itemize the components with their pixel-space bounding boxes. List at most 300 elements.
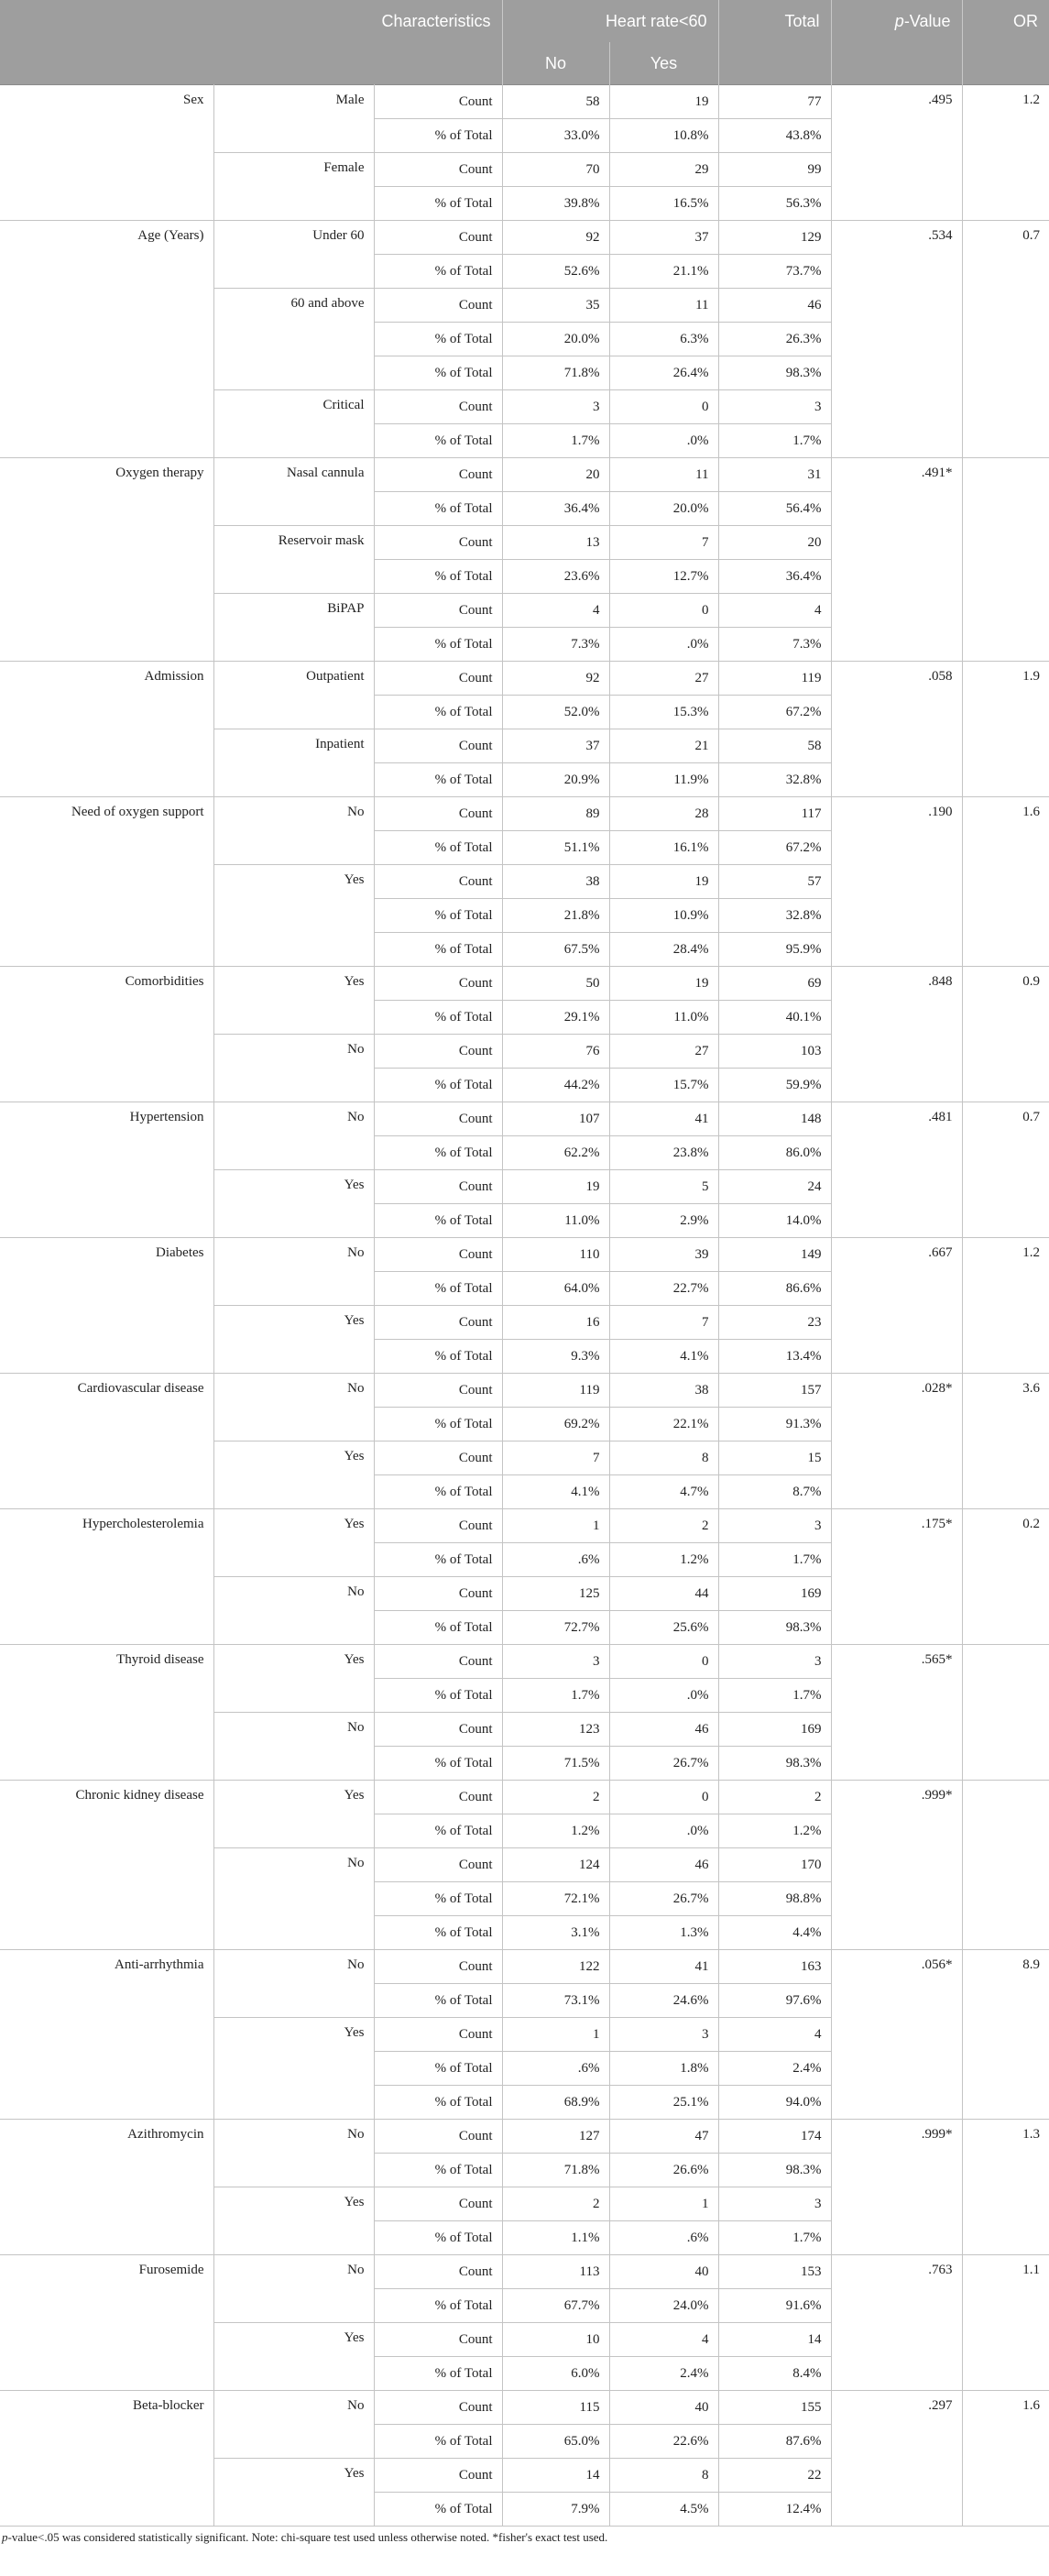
value-total: 98.3% [718, 356, 831, 390]
value-yes: 29 [609, 153, 718, 187]
stat-type: % of Total [374, 2052, 502, 2086]
value-no: 3.1% [502, 1916, 609, 1950]
value-no: 20.9% [502, 763, 609, 797]
value-yes: 0 [609, 594, 718, 628]
odds-ratio-cell: 1.2 [962, 85, 1049, 221]
level-label: Male [213, 85, 374, 153]
stat-type: % of Total [374, 1882, 502, 1916]
stat-type: % of Total [374, 2357, 502, 2391]
characteristic-name: Hypertension [0, 1102, 213, 1238]
value-yes: 25.1% [609, 2086, 718, 2120]
value-total: 56.3% [718, 187, 831, 221]
value-no: 19 [502, 1170, 609, 1204]
stat-type: Count [374, 1848, 502, 1882]
value-no: 65.0% [502, 2425, 609, 2459]
odds-ratio-cell: 1.6 [962, 797, 1049, 967]
stat-type: % of Total [374, 323, 502, 356]
value-total: 157 [718, 1374, 831, 1408]
table-footnote [0, 2527, 1049, 2549]
value-no: 72.1% [502, 1882, 609, 1916]
stat-type: Count [374, 2391, 502, 2425]
value-yes: 4.7% [609, 1475, 718, 1509]
characteristic-name: Need of oxygen support [0, 797, 213, 967]
value-no: 36.4% [502, 492, 609, 526]
level-label: 60 and above [213, 289, 374, 390]
value-total: 31 [718, 458, 831, 492]
characteristic-name: Admission [0, 662, 213, 797]
value-total: 91.6% [718, 2289, 831, 2323]
p-value-cell: .491* [831, 458, 962, 662]
value-no: 44.2% [502, 1069, 609, 1102]
value-no: 1.1% [502, 2221, 609, 2255]
value-no: 67.5% [502, 933, 609, 967]
characteristic-name: Cardiovascular disease [0, 1374, 213, 1509]
level-label: BiPAP [213, 594, 374, 662]
header-blank [0, 42, 502, 85]
value-total: 86.6% [718, 1272, 831, 1306]
value-total: 77 [718, 85, 831, 119]
value-yes: 10.8% [609, 119, 718, 153]
level-label: No [213, 1848, 374, 1950]
stat-type: % of Total [374, 187, 502, 221]
level-label: No [213, 1238, 374, 1306]
value-no: 50 [502, 967, 609, 1001]
level-label: Yes [213, 1170, 374, 1238]
value-no: 7.9% [502, 2493, 609, 2527]
value-no: 123 [502, 1713, 609, 1747]
value-total: 8.7% [718, 1475, 831, 1509]
value-no: 73.1% [502, 1984, 609, 2018]
value-total: 119 [718, 662, 831, 696]
stat-type: % of Total [374, 2221, 502, 2255]
value-no: 7.3% [502, 628, 609, 662]
value-total: 1.7% [718, 1543, 831, 1577]
value-yes: 19 [609, 85, 718, 119]
header-no: No [502, 42, 609, 85]
value-total: 103 [718, 1035, 831, 1069]
value-no: .6% [502, 2052, 609, 2086]
value-total: 87.6% [718, 2425, 831, 2459]
value-yes: 10.9% [609, 899, 718, 933]
characteristic-name: Azithromycin [0, 2120, 213, 2255]
stat-type: Count [374, 797, 502, 831]
odds-ratio-cell [962, 1645, 1049, 1781]
level-label: Yes [213, 2459, 374, 2527]
value-yes: 1.2% [609, 1543, 718, 1577]
level-label: No [213, 1035, 374, 1102]
value-yes: 2 [609, 1509, 718, 1543]
value-no: 110 [502, 1238, 609, 1272]
stat-type: Count [374, 2459, 502, 2493]
stat-type: % of Total [374, 1543, 502, 1577]
footnote-text: -value<.05 was considered statistically significant. Note: chi-square test used unless otherwise noted. *fisher's exact test used. [7, 2530, 608, 2544]
value-yes: 4.1% [609, 1340, 718, 1374]
value-yes: 11 [609, 289, 718, 323]
value-total: 169 [718, 1577, 831, 1611]
value-no: 89 [502, 797, 609, 831]
value-no: 1.7% [502, 1679, 609, 1713]
stat-type: Count [374, 729, 502, 763]
value-no: 107 [502, 1102, 609, 1136]
level-label: No [213, 2391, 374, 2459]
stat-type: Count [374, 1238, 502, 1272]
value-no: 1.7% [502, 424, 609, 458]
p-value-cell: .481 [831, 1102, 962, 1238]
p-value-cell: .763 [831, 2255, 962, 2391]
header-characteristics: Characteristics [0, 0, 502, 42]
value-total: 99 [718, 153, 831, 187]
value-yes: 22.6% [609, 2425, 718, 2459]
level-label: Yes [213, 1509, 374, 1577]
value-no: 21.8% [502, 899, 609, 933]
stat-type: % of Total [374, 2154, 502, 2187]
value-no: 16 [502, 1306, 609, 1340]
value-no: 10 [502, 2323, 609, 2357]
value-total: 23 [718, 1306, 831, 1340]
stat-type: % of Total [374, 1475, 502, 1509]
value-yes: 11.0% [609, 1001, 718, 1035]
value-no: 1 [502, 1509, 609, 1543]
level-label: No [213, 1950, 374, 2018]
value-yes: 27 [609, 662, 718, 696]
value-total: 98.3% [718, 1747, 831, 1781]
level-label: No [213, 1577, 374, 1645]
value-no: 72.7% [502, 1611, 609, 1645]
table-row [0, 2255, 1049, 2289]
value-yes: .6% [609, 2221, 718, 2255]
value-no: 64.0% [502, 1272, 609, 1306]
odds-ratio-cell: 8.9 [962, 1950, 1049, 2120]
value-total: 91.3% [718, 1408, 831, 1441]
value-no: 37 [502, 729, 609, 763]
header-blank-total [718, 42, 831, 85]
value-no: 70 [502, 153, 609, 187]
stat-type: % of Total [374, 1611, 502, 1645]
characteristic-name: Diabetes [0, 1238, 213, 1374]
stat-type: % of Total [374, 424, 502, 458]
value-yes: 8 [609, 1441, 718, 1475]
value-yes: 7 [609, 1306, 718, 1340]
table-row [0, 797, 1049, 831]
level-label: No [213, 797, 374, 865]
level-label: Critical [213, 390, 374, 458]
value-yes: 40 [609, 2255, 718, 2289]
table-row [0, 1509, 1049, 1543]
value-yes: .0% [609, 628, 718, 662]
p-value-cell: .667 [831, 1238, 962, 1374]
stat-type: Count [374, 526, 502, 560]
p-value-cell: .175* [831, 1509, 962, 1645]
value-total: 13.4% [718, 1340, 831, 1374]
stat-type: Count [374, 2187, 502, 2221]
value-no: 119 [502, 1374, 609, 1408]
value-yes: 12.7% [609, 560, 718, 594]
table-row [0, 2120, 1049, 2154]
value-no: 6.0% [502, 2357, 609, 2391]
value-no: 127 [502, 2120, 609, 2154]
value-yes: 19 [609, 865, 718, 899]
value-no: 9.3% [502, 1340, 609, 1374]
odds-ratio-cell: 1.1 [962, 2255, 1049, 2391]
stat-type: Count [374, 1170, 502, 1204]
value-total: 94.0% [718, 2086, 831, 2120]
value-yes: 15.3% [609, 696, 718, 729]
stat-type: Count [374, 1781, 502, 1814]
value-no: 52.6% [502, 255, 609, 289]
value-total: 148 [718, 1102, 831, 1136]
value-yes: 26.6% [609, 2154, 718, 2187]
value-total: 3 [718, 1645, 831, 1679]
stat-type: Count [374, 1509, 502, 1543]
value-total: 163 [718, 1950, 831, 1984]
stat-type: % of Total [374, 899, 502, 933]
value-yes: 11 [609, 458, 718, 492]
value-yes: 16.5% [609, 187, 718, 221]
odds-ratio-cell: 1.6 [962, 2391, 1049, 2527]
value-total: 86.0% [718, 1136, 831, 1170]
table-row [0, 967, 1049, 1001]
value-yes: 0 [609, 1781, 718, 1814]
stat-type: % of Total [374, 560, 502, 594]
stat-type: % of Total [374, 255, 502, 289]
header-yes: Yes [609, 42, 718, 85]
value-yes: 11.9% [609, 763, 718, 797]
stat-type: Count [374, 1577, 502, 1611]
value-yes: 24.0% [609, 2289, 718, 2323]
value-total: 4 [718, 2018, 831, 2052]
characteristic-name: Hypercholesterolemia [0, 1509, 213, 1645]
value-no: 1.2% [502, 1814, 609, 1848]
value-no: 71.8% [502, 2154, 609, 2187]
table-body [0, 85, 1049, 2527]
value-total: 149 [718, 1238, 831, 1272]
header-blank-p [831, 42, 962, 85]
p-value-cell: .028* [831, 1374, 962, 1509]
value-yes: 47 [609, 2120, 718, 2154]
stat-type: Count [374, 390, 502, 424]
value-yes: 26.7% [609, 1882, 718, 1916]
level-label: Reservoir mask [213, 526, 374, 594]
value-yes: 38 [609, 1374, 718, 1408]
odds-ratio-cell: 1.3 [962, 2120, 1049, 2255]
value-total: 4 [718, 594, 831, 628]
odds-ratio-cell: 1.2 [962, 1238, 1049, 1374]
value-yes: 21.1% [609, 255, 718, 289]
value-yes: 24.6% [609, 1984, 718, 2018]
stat-type: % of Total [374, 1984, 502, 2018]
value-total: 8.4% [718, 2357, 831, 2391]
value-total: 117 [718, 797, 831, 831]
header-heart-rate: Heart rate<60 [502, 0, 718, 42]
value-yes: 0 [609, 1645, 718, 1679]
value-no: 3 [502, 1645, 609, 1679]
value-total: 15 [718, 1441, 831, 1475]
value-total: 98.3% [718, 1611, 831, 1645]
stat-type: Count [374, 594, 502, 628]
stat-type: Count [374, 85, 502, 119]
value-yes: 8 [609, 2459, 718, 2493]
value-yes: 21 [609, 729, 718, 763]
value-no: 58 [502, 85, 609, 119]
value-total: 169 [718, 1713, 831, 1747]
table-header [0, 0, 1049, 85]
table-row [0, 221, 1049, 255]
level-label: No [213, 2255, 374, 2323]
p-value-cell: .058 [831, 662, 962, 797]
value-no: 13 [502, 526, 609, 560]
value-total: 2.4% [718, 2052, 831, 2086]
value-yes: 3 [609, 2018, 718, 2052]
odds-ratio-cell: 0.7 [962, 221, 1049, 458]
level-label: Yes [213, 1645, 374, 1713]
header-p-value [831, 0, 962, 42]
stat-type: % of Total [374, 628, 502, 662]
value-total: 95.9% [718, 933, 831, 967]
value-no: 7 [502, 1441, 609, 1475]
stat-type: Count [374, 458, 502, 492]
header-row-1 [0, 0, 1049, 42]
value-no: 69.2% [502, 1408, 609, 1441]
value-total: 32.8% [718, 899, 831, 933]
value-yes: 37 [609, 221, 718, 255]
value-total: 155 [718, 2391, 831, 2425]
stat-type: Count [374, 662, 502, 696]
value-yes: 28.4% [609, 933, 718, 967]
stat-type: % of Total [374, 2086, 502, 2120]
stat-type: % of Total [374, 831, 502, 865]
stat-type: % of Total [374, 1814, 502, 1848]
table-row [0, 1374, 1049, 1408]
value-yes: 6.3% [609, 323, 718, 356]
value-yes: .0% [609, 1814, 718, 1848]
value-total: 3 [718, 1509, 831, 1543]
characteristic-name: Oxygen therapy [0, 458, 213, 662]
stat-type: Count [374, 1441, 502, 1475]
value-total: 98.8% [718, 1882, 831, 1916]
stat-type: Count [374, 1950, 502, 1984]
table-row [0, 458, 1049, 492]
header-row-2 [0, 42, 1049, 85]
p-value-cell: .190 [831, 797, 962, 967]
value-yes: 16.1% [609, 831, 718, 865]
value-no: 71.5% [502, 1747, 609, 1781]
value-total: 97.6% [718, 1984, 831, 2018]
level-label: Female [213, 153, 374, 221]
characteristic-name: Anti-arrhythmia [0, 1950, 213, 2120]
value-total: 1.7% [718, 1679, 831, 1713]
value-yes: .0% [609, 424, 718, 458]
value-total: 67.2% [718, 696, 831, 729]
table-row [0, 1102, 1049, 1136]
level-label: Yes [213, 2018, 374, 2120]
p-letter: p [894, 11, 904, 30]
stat-type: Count [374, 2323, 502, 2357]
characteristic-name: Chronic kidney disease [0, 1781, 213, 1950]
value-total: 67.2% [718, 831, 831, 865]
p-value-cell: .999* [831, 1781, 962, 1950]
value-yes: 41 [609, 1102, 718, 1136]
value-yes: 28 [609, 797, 718, 831]
value-no: 23.6% [502, 560, 609, 594]
stat-type: % of Total [374, 356, 502, 390]
value-yes: 7 [609, 526, 718, 560]
value-yes: 23.8% [609, 1136, 718, 1170]
stat-type: Count [374, 2120, 502, 2154]
value-total: 7.3% [718, 628, 831, 662]
stat-type: Count [374, 2255, 502, 2289]
stat-type: Count [374, 1306, 502, 1340]
value-no: 92 [502, 662, 609, 696]
stat-type: % of Total [374, 2289, 502, 2323]
p-value-suffix: -Value [903, 11, 951, 30]
p-value-cell: .056* [831, 1950, 962, 2120]
value-no: 68.9% [502, 2086, 609, 2120]
value-yes: 46 [609, 1713, 718, 1747]
value-no: 38 [502, 865, 609, 899]
value-yes: 2.4% [609, 2357, 718, 2391]
odds-ratio-cell [962, 1781, 1049, 1950]
level-label: Yes [213, 1781, 374, 1848]
value-total: 4.4% [718, 1916, 831, 1950]
value-total: 12.4% [718, 2493, 831, 2527]
odds-ratio-cell: 0.2 [962, 1509, 1049, 1645]
stat-type: % of Total [374, 1069, 502, 1102]
value-total: 24 [718, 1170, 831, 1204]
value-yes: 1 [609, 2187, 718, 2221]
p-value-cell: .848 [831, 967, 962, 1102]
level-label: Yes [213, 2187, 374, 2255]
level-label: No [213, 1374, 374, 1441]
value-total: 3 [718, 2187, 831, 2221]
stat-type: % of Total [374, 1340, 502, 1374]
value-total: 153 [718, 2255, 831, 2289]
value-total: 1.2% [718, 1814, 831, 1848]
characteristic-name: Beta-blocker [0, 2391, 213, 2527]
value-yes: 0 [609, 390, 718, 424]
level-label: Yes [213, 865, 374, 967]
value-no: 125 [502, 1577, 609, 1611]
odds-ratio-cell: 1.9 [962, 662, 1049, 797]
value-total: 170 [718, 1848, 831, 1882]
value-no: 71.8% [502, 356, 609, 390]
level-label: Under 60 [213, 221, 374, 289]
value-yes: 2.9% [609, 1204, 718, 1238]
value-yes: 4 [609, 2323, 718, 2357]
level-label: Yes [213, 967, 374, 1035]
value-yes: 5 [609, 1170, 718, 1204]
stat-type: Count [374, 1102, 502, 1136]
value-yes: 20.0% [609, 492, 718, 526]
value-total: 174 [718, 2120, 831, 2154]
value-yes: 26.7% [609, 1747, 718, 1781]
value-yes: 19 [609, 967, 718, 1001]
value-no: 11.0% [502, 1204, 609, 1238]
value-yes: 4.5% [609, 2493, 718, 2527]
stat-type: Count [374, 1645, 502, 1679]
stat-type: % of Total [374, 2425, 502, 2459]
value-no: 122 [502, 1950, 609, 1984]
stat-type: % of Total [374, 1272, 502, 1306]
odds-ratio-cell: 3.6 [962, 1374, 1049, 1509]
stat-type: Count [374, 1035, 502, 1069]
value-yes: 40 [609, 2391, 718, 2425]
stat-type: % of Total [374, 1408, 502, 1441]
level-label: No [213, 2120, 374, 2187]
value-no: 3 [502, 390, 609, 424]
stat-type: % of Total [374, 763, 502, 797]
value-total: 56.4% [718, 492, 831, 526]
value-total: 32.8% [718, 763, 831, 797]
